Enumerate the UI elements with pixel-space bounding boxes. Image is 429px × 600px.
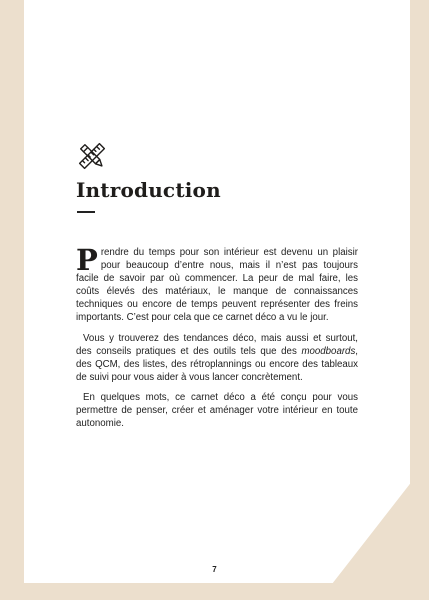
title-underline [77, 211, 95, 213]
page-number: 7 [212, 565, 217, 574]
paragraph-1 [76, 243, 358, 325]
paragraph-2 [76, 332, 358, 384]
paragraph-2-text-before: Vous y trouverez des tendances déco, mais aussi et surtout, des conseils pratiques et des outils tels que des [76, 332, 358, 357]
drop-cap: P [76, 243, 98, 277]
page-title: Introduction [76, 178, 221, 202]
pencil-ruler-icon [76, 140, 108, 172]
paragraph-2-text-after: , des QCM, des listes, des rétroplannings ou encore des tableaux de suivi pour vous aider à vous lancer concrètement. [76, 345, 358, 383]
body-text [76, 243, 358, 437]
paragraph-2-emphasis: moodboards [301, 345, 356, 357]
paragraph-3: En quelques mots, ce carnet déco a été conçu pour vous permettre de penser, créer et aménager votre intérieur en toute autonomie. [76, 391, 358, 430]
paragraph-1-text: rendre du temps pour son intérieur est devenu un plaisir pour beaucoup d’entre nous, mais il n’est pas toujours facile de savoir par où commencer. La peur de mal faire, les coûts élevés des matériaux, le manque de connaissances techniques ou encore de temps peuvent représenter des freins importants. C’est pour cela que ce carnet déco a vu le jour. [76, 247, 358, 324]
